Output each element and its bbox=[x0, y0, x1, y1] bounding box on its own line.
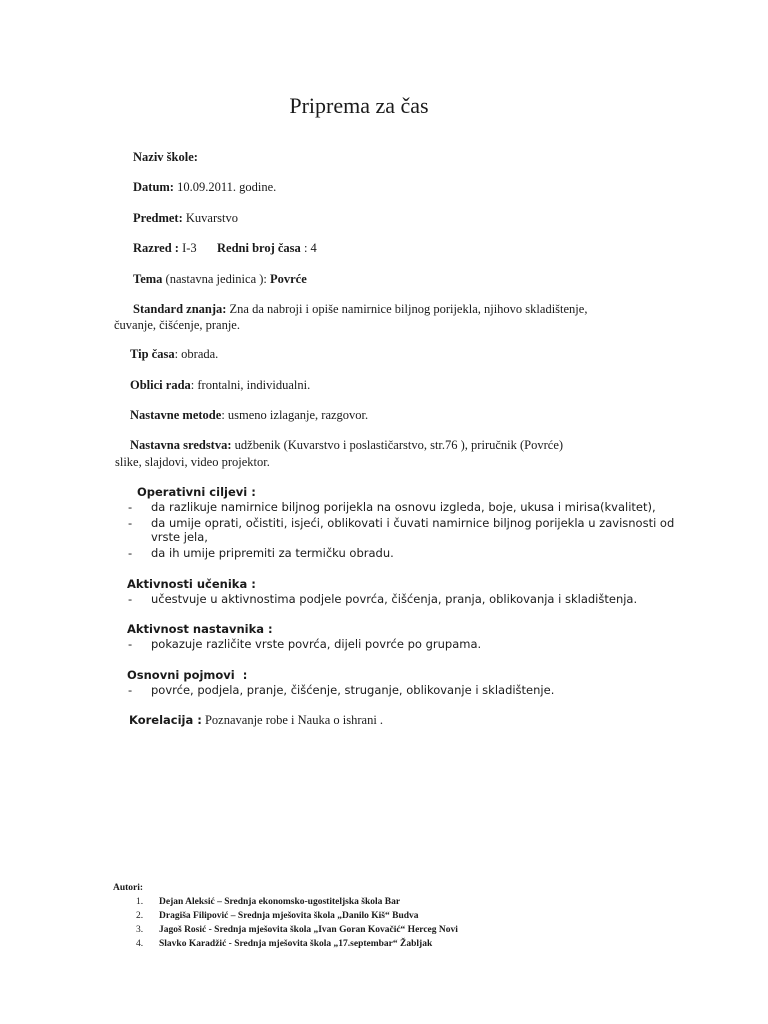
author-entry-4 bbox=[159, 939, 432, 949]
date-label: Datum: bbox=[133, 180, 174, 194]
objective-dash-3: - bbox=[128, 546, 133, 560]
objective-dash-1: - bbox=[128, 500, 133, 514]
page-title: Priprema za čas bbox=[289, 93, 429, 118]
date-value: 10.09.2011. godine. bbox=[173, 180, 277, 194]
key-concepts-heading: Osnovni pojmovi : bbox=[127, 668, 248, 682]
author-school-4: - Srednja mješovita škola „17.septembar“ Žabljak bbox=[226, 939, 433, 949]
author-entry-1 bbox=[159, 897, 400, 907]
lesson-type-label: Tip časa bbox=[130, 347, 175, 361]
methods-label: Nastavne metode bbox=[130, 408, 222, 422]
correlation-label: Korelacija : bbox=[129, 713, 202, 727]
resources-field bbox=[130, 438, 563, 453]
standard-text-line2: čuvanje, čišćenje, pranje. bbox=[114, 318, 240, 332]
topic-label: Tema bbox=[133, 272, 163, 286]
student-activities-heading: Aktivnosti učenika : bbox=[127, 577, 256, 591]
objective-item-2: da umije oprati, očistiti, isjeći, oblikovati i čuvati namirnice biljnog porijekla u zavisnosti od bbox=[151, 516, 675, 530]
subject-label: Predmet: bbox=[133, 211, 183, 225]
lesson-number-label: Redni broj časa bbox=[217, 241, 301, 255]
author-school-3: - Srednja mješovita škola „Ivan Goran Kovačić“ Herceg Novi bbox=[206, 925, 458, 935]
lesson-type-value: : obrada. bbox=[174, 347, 219, 361]
class-value: I-3 bbox=[178, 241, 197, 255]
author-school-1: – Srednja ekonomsko-ugostiteljska škola Bar bbox=[214, 897, 401, 907]
authors-heading: Autori: bbox=[113, 883, 144, 893]
standard-field bbox=[133, 302, 587, 317]
author-name-3: Jagoš Rosić bbox=[159, 925, 207, 935]
resources-line1: udžbenik (Kuvarstvo i poslastičarstvo, str.76 ), priručnik (Povrće) bbox=[231, 438, 564, 452]
standard-label: Standard znanja: bbox=[133, 302, 227, 316]
student-activity-dash: - bbox=[128, 592, 133, 606]
topic-value: Povrće bbox=[270, 272, 307, 286]
subject-value: Kuvarstvo bbox=[182, 211, 238, 225]
school-name-field bbox=[133, 150, 198, 165]
author-number-2: 2. bbox=[136, 911, 144, 921]
key-concepts-item: povrće, podjela, pranje, čišćenje, struganje, oblikovanje i skladištenje. bbox=[151, 683, 555, 697]
objectives-heading: Operativni ciljevi : bbox=[137, 485, 256, 499]
student-activity-item: učestvuje u aktivnostima podjele povrća, čišćenja, pranja, oblikovanja i skladištenja. bbox=[151, 592, 638, 606]
resources-line2: slike, slajdovi, video projektor. bbox=[115, 455, 270, 469]
date-field bbox=[133, 180, 276, 195]
work-forms-field bbox=[130, 378, 310, 393]
objective-item-3: da ih umije pripremiti za termičku obradu. bbox=[151, 546, 394, 560]
lesson-number-field bbox=[217, 241, 317, 256]
lesson-type-field bbox=[130, 347, 218, 362]
correlation-field bbox=[129, 713, 383, 728]
work-forms-label: Oblici rada bbox=[130, 378, 191, 392]
author-name-4: Slavko Karadžić bbox=[159, 939, 227, 949]
author-number-1: 1. bbox=[136, 897, 144, 907]
objective-item-1: da razlikuje namirnice biljnog porijekla na osnovu izgleda, boje, ukusa i mirisa(kvalitet), bbox=[151, 500, 656, 514]
teacher-activity-heading: Aktivnost nastavnika : bbox=[127, 622, 273, 636]
methods-field bbox=[130, 408, 368, 423]
class-field bbox=[133, 241, 197, 256]
standard-text-line1: Zna da nabroji i opiše namirnice biljnog porijekla, njihovo skladištenje, bbox=[226, 302, 588, 316]
author-entry-3 bbox=[159, 925, 458, 935]
author-school-2: – Srednja mješovita škola „Danilo Kiš“ Budva bbox=[228, 911, 419, 921]
topic-note: (nastavna jedinica ): bbox=[162, 272, 270, 286]
subject-field bbox=[133, 211, 238, 226]
class-label: Razred : bbox=[133, 241, 179, 255]
objective-item-2-continued: vrste jela, bbox=[151, 530, 208, 544]
work-forms-value: : frontalni, individualni. bbox=[190, 378, 311, 392]
objective-dash-2: - bbox=[128, 516, 133, 530]
author-number-4: 4. bbox=[136, 939, 144, 949]
topic-field bbox=[133, 272, 307, 287]
author-name-2: Dragiša Filipović bbox=[159, 911, 229, 921]
methods-value: : usmeno izlaganje, razgovor. bbox=[221, 408, 369, 422]
correlation-value: Poznavanje robe i Nauka o ishrani . bbox=[201, 713, 384, 727]
lesson-number-value: : 4 bbox=[300, 241, 317, 255]
author-name-1: Dejan Aleksić bbox=[159, 897, 215, 907]
key-concepts-dash: - bbox=[128, 683, 133, 697]
teacher-activity-item: pokazuje različite vrste povrća, dijeli povrće po grupama. bbox=[151, 637, 482, 651]
author-number-3: 3. bbox=[136, 925, 144, 935]
school-name-label: Naziv škole: bbox=[133, 150, 198, 164]
teacher-activity-dash: - bbox=[128, 637, 133, 651]
author-entry-2 bbox=[159, 911, 419, 921]
resources-label: Nastavna sredstva: bbox=[130, 438, 232, 452]
